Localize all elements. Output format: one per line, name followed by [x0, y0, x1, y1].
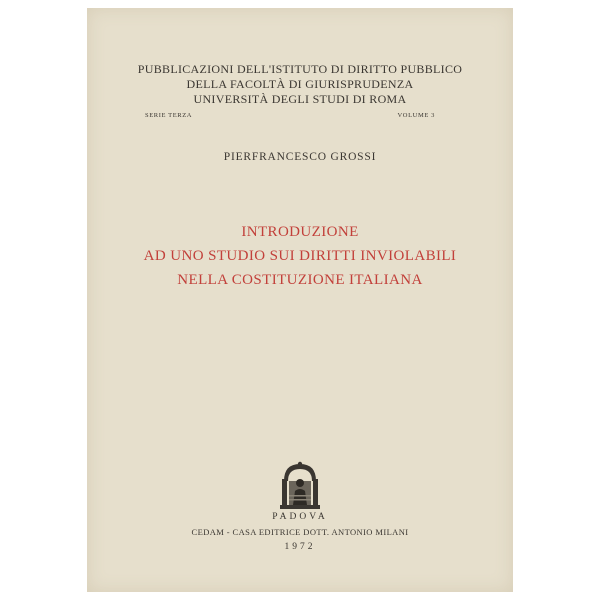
- institution-line-1: PUBBLICAZIONI DELL'ISTITUTO DI DIRITTO PUBBLICO: [137, 62, 463, 76]
- publisher-emblem-icon: [278, 461, 322, 511]
- title-line-1: INTRODUZIONE: [241, 224, 359, 240]
- series-label: SERIE TERZA: [145, 112, 193, 119]
- volume-label: VOLUME 3: [397, 112, 435, 119]
- series-row: [145, 112, 435, 124]
- institution-line-2: DELLA FACOLTÀ DI GIURISPRUDENZA: [186, 77, 414, 91]
- institution-line-3: UNIVERSITÀ DEGLI STUDI DI ROMA: [193, 92, 407, 106]
- book-title: [87, 220, 513, 292]
- publication-place: PADOVA: [272, 512, 328, 522]
- publisher-name: CEDAM - CASA EDITRICE DOTT. ANTONIO MILANI: [191, 527, 409, 537]
- publication-year: 1972: [284, 542, 316, 552]
- author-name: PIERFRANCESCO GROSSI: [223, 151, 377, 163]
- title-page: [87, 8, 513, 592]
- institution-header: [87, 62, 513, 107]
- title-line-2: AD UNO STUDIO SUI DIRITTI INVIOLABILI: [143, 248, 457, 264]
- title-line-3: NELLA COSTITUZIONE ITALIANA: [177, 272, 423, 288]
